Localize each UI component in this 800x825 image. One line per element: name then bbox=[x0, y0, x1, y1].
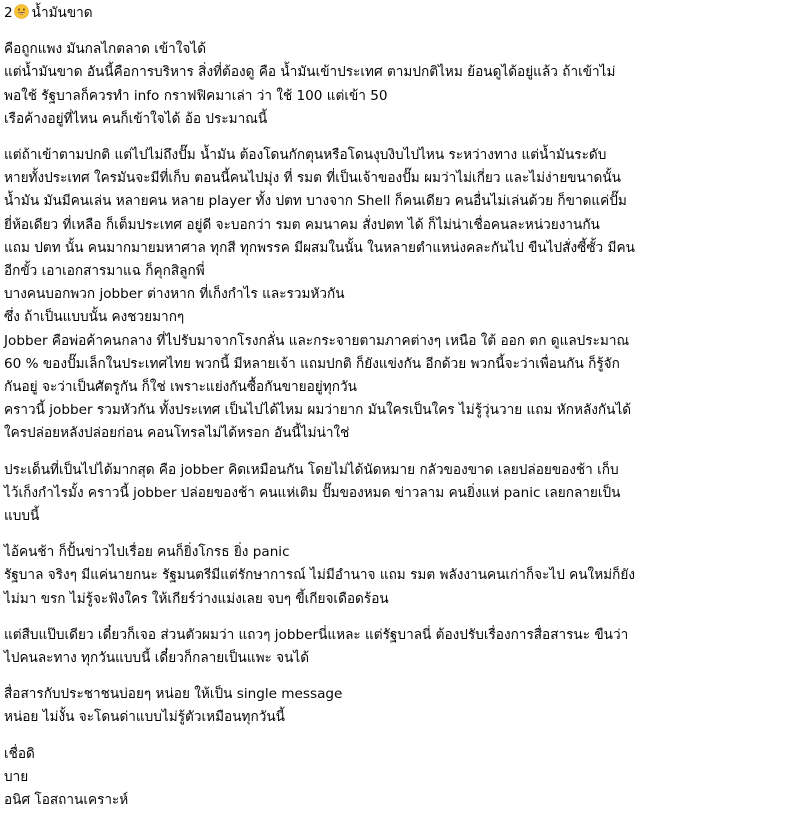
text-line: หายทั้งประเทศ ใครมันจะมีที่เก็บ ตอนนี้คนไปมุ่ง ที่ รมต ที่เป็นเจ้าของปั๊ม ผมว่าไม่เกี่ยว และไม่ง่ายขนาดนั้น bbox=[4, 170, 621, 187]
text-line: 60 % ของปั๊มเล็กในประเทศไทย พวกนี้ มีหลายเจ้า แถมปกติ ก็ยังแข่งกัน อีกด้วย พวกนี้จะว่าเพื่อนกัน ก็รู้จัก bbox=[4, 355, 620, 372]
paragraph-single-message bbox=[4, 683, 794, 729]
text-line: แถม ปตท นั้น คนมากมายมหาศาล ทุกสี ทุกพรรค มีผสมในนั้น ในหลายตำแหน่งคละกันไป ขืนไปสั่งซี้ซั้ว มีคน bbox=[4, 239, 635, 256]
paragraph-government bbox=[4, 541, 794, 611]
text-line: แต่น้ำมันขาด อันนี้คือการบริหาร สิ่งที่ต้องดู คือ น้ำมันเข้าประเทศ ตามปกติไหม ย้อนดูได้อยู่แล้ว ถ้าเข้าไม่ bbox=[4, 64, 616, 81]
text-line: ยี่ห้อเดียว ที่เหลือ ก็เต็มประเทศ อยู่ดี จะบอกว่า รมต คมนาคม สั่งปตท ได้ ก็ไม่น่าเชื่อคนละหน่วยงานกัน bbox=[4, 216, 600, 233]
text-line: ซึ่ง ถ้าเป็นแบบนั้น คงชวยมากๆ bbox=[4, 309, 185, 326]
grinning-smiling-face-icon bbox=[14, 4, 29, 19]
text-line: คือถูกแพง มันกลไกตลาด เข้าใจได้ bbox=[4, 41, 207, 58]
text-line: เรือค้างอยู่ที่ไหน คนก็เข้าใจได้ อ้อ ประมาณนี้ bbox=[4, 110, 268, 127]
text-line: บางคนบอกพวก jobber ต่างหาก ที่เก็งกำไร และรวมหัวกัน bbox=[4, 286, 345, 303]
text-line: หน่อย ไม่งั้น จะโดนด่าแบบไม่รู้ตัวเหมือนทุกวันนี้ bbox=[4, 709, 285, 726]
paragraph-signoff bbox=[4, 743, 794, 813]
text-line: เชื่อดิ bbox=[4, 745, 35, 762]
text-line: รัฐบาล จริงๆ มีแค่นายกนะ รัฐมนตรีมีแต่รักษาการณ์ ไม่มีอำนาจ แถม รมต พลังงานคนเก่าก็จะไป คนใหม่ก็ยัง bbox=[4, 567, 635, 584]
paragraph-communication bbox=[4, 624, 794, 670]
text-line: คราวนี้ jobber รวมหัวกัน ทั้งประเทศ เป็นไปได้ไหม ผมว่ายาก มันใครเป็นใคร ไม่รู้วุ่นวาย แถม หักหลังกันได้ bbox=[4, 402, 632, 419]
post-body bbox=[4, 2, 794, 825]
author-signature: อนิศ โอสถานเคราะห์ bbox=[4, 792, 129, 809]
paragraph-jobber-analysis bbox=[4, 144, 794, 446]
post-heading-number: 2 bbox=[4, 5, 13, 21]
text-line: สื่อสารกับประชาชนบ่อยๆ หน่อย ให้เป็น single message bbox=[4, 686, 343, 703]
text-line: พอใช้ รัฐบาลก็ควรทำ info กราฟฟิคมาเล่า ว่า ใช้ 100 แต่เข้า 50 bbox=[4, 87, 388, 104]
post-heading bbox=[4, 2, 794, 25]
text-line: Jobber คือพ่อค้าคนกลาง ที่ไปรับมาจากโรงกลั่น และกระจายตามภาคต่างๆ เหนือ ใต้ ออก ตก ดูแลประมาณ bbox=[4, 332, 630, 349]
text-line: ไม่มา ขรก ไม่รู้จะฟังใคร ให้เกียร์ว่างแม่งเลย จบๆ ขี้เกียจเดือดร้อน bbox=[4, 590, 389, 607]
text-line: ไปคนละทาง ทุกวันแบบนี้ เดี๋ยวก็กลายเป็นแพะ จนได้ bbox=[4, 650, 310, 667]
text-line: แบบนี้ bbox=[4, 508, 40, 525]
text-line: ประเด็นที่เป็นไปได้มากสุด คือ jobber คิดเหมือนกัน โดยไม่ได้นัดหมาย กลัวของขาด เลยปล่อยของช้า เก็บ bbox=[4, 461, 619, 478]
post-heading-text: น้ำมันขาด bbox=[31, 5, 93, 21]
text-line: แต่สืบแป๊บเดียว เดี๋ยวก็เจอ ส่วนตัวผมว่า แถวๆ jobberนี่แหละ แต่รัฐบาลนี่ ต้องปรับเรื่องการสื่อสารนะ ขืนว่า bbox=[4, 626, 629, 643]
text-line: ไอ้คนช้า ก็ปั้นข่าวไปเรื่อย คนก็ยิ่งโกรธ ยิ่ง panic bbox=[4, 544, 290, 561]
text-line: ไว้เก็งกำไรมั้ง คราวนี้ jobber ปล่อยของช้า คนแห่เติม ปั๊มของหมด ข่าวลาม คนยิ่งแห่ panic เลยกลายเป็น bbox=[4, 484, 621, 501]
text-line: อีกขั้ว เอาเอกสารมาแฉ ก็คุกสิลูกพี่ bbox=[4, 263, 205, 280]
post-heading-paragraph bbox=[4, 2, 794, 25]
paragraph-supply-explanation bbox=[4, 38, 794, 131]
text-line: น้ำมัน มันมีคนเล่น หลายคน หลาย player ทั้ง ปตท บางจาก Shell ก็คนเดียว คนอื่นไม่เล่นด้วย ก็ขาดแค่ปั๊ม bbox=[4, 193, 627, 210]
paragraph-likely-cause bbox=[4, 459, 794, 529]
text-line: กันอยู่ จะว่าเป็นศัตรูกัน ก็ใช่ เพราะแย่งกันซื้อกันขายอยู่ทุกวัน bbox=[4, 379, 357, 396]
text-line: ใครปล่อยหลังปล่อยก่อน คอนโทรลไม่ได้หรอก อันนี้ไม่น่าใช่ bbox=[4, 425, 350, 442]
text-line: บาย bbox=[4, 768, 29, 785]
text-line: แต่ถ้าเข้าตามปกติ แต่ไปไม่ถึงปั๊ม น้ำมัน ต้องโดนกักตุนหรือโดนงุบงิบไปไหน ระหว่างทาง แต่น้ำมันระดับ bbox=[4, 147, 607, 164]
